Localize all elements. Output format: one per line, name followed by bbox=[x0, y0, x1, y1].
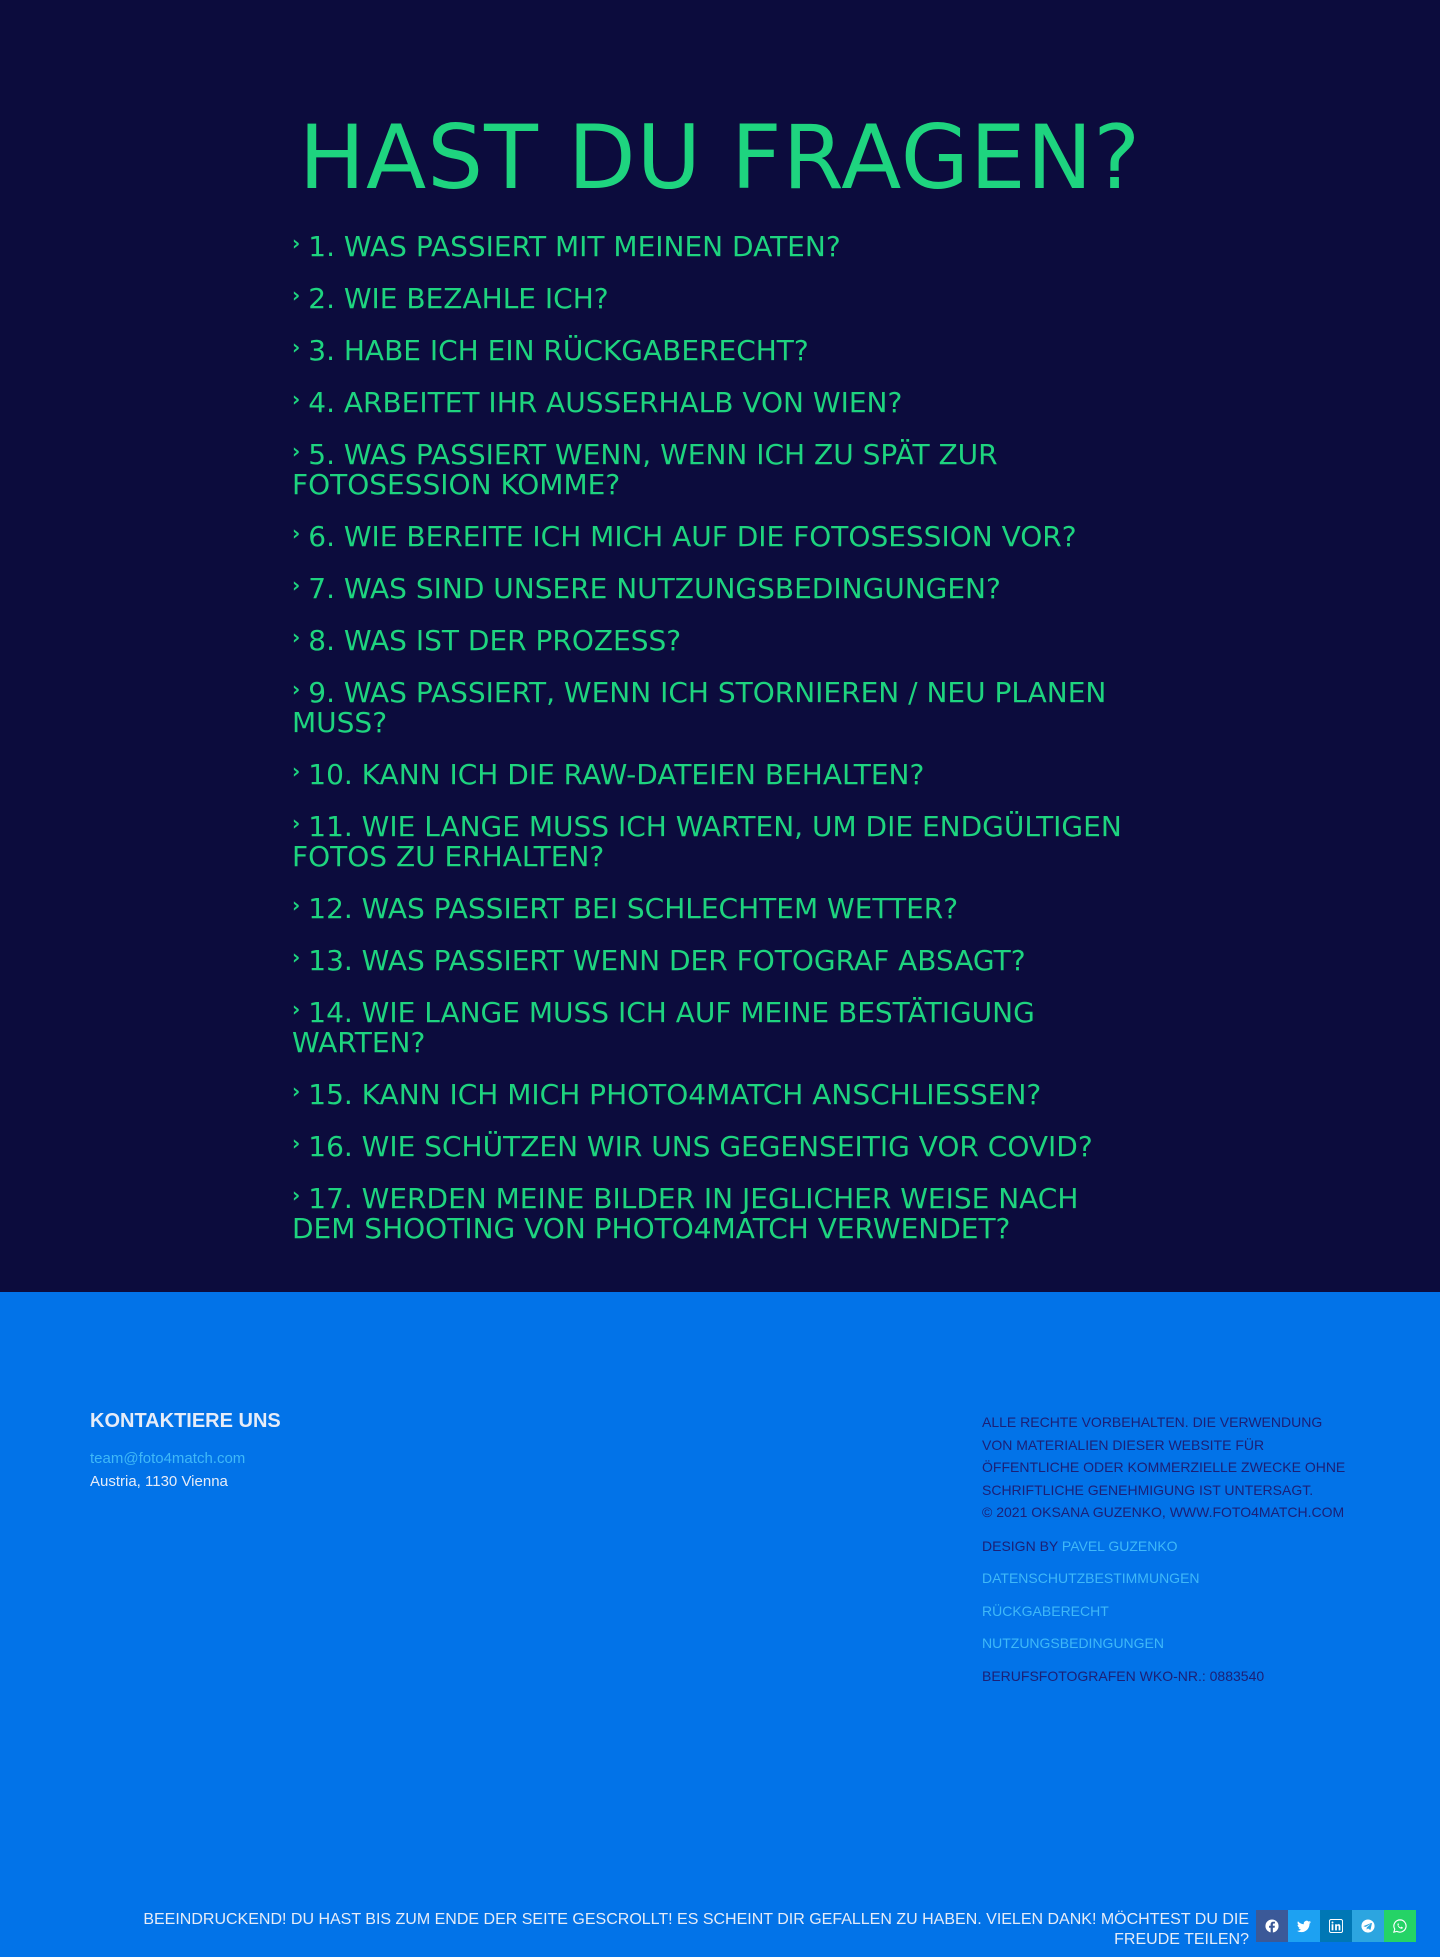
faq-question: 12. WAS PASSIERT BEI SCHLECHTEM WETTER? bbox=[308, 892, 959, 925]
faq-item-9[interactable] bbox=[292, 674, 1132, 738]
faq-question: 13. WAS PASSIERT WENN DER FOTOGRAF ABSAGT? bbox=[308, 944, 1026, 977]
contact-email-link[interactable]: team@foto4match.com bbox=[90, 1450, 246, 1467]
share-buttons bbox=[1256, 1910, 1416, 1942]
share-bar bbox=[0, 1910, 1440, 1950]
design-prefix: DESIGN BY bbox=[982, 1537, 1058, 1554]
faq-question: 17. WERDEN MEINE BILDER IN JEGLICHER WEISE NACH DEM SHOOTING VON PHOTO4MATCH VERWENDET? bbox=[292, 1182, 1079, 1245]
legal-block bbox=[982, 1411, 1352, 1687]
chevron-right-icon: › bbox=[292, 945, 301, 969]
faq-item-16[interactable] bbox=[292, 1128, 1132, 1162]
rights-notice: ALLE RECHTE VORBEHALTEN. DIE VERWENDUNG VON MATERIALIEN DIESER WEBSITE FÜR ÖFFENTLICHE ODER KOMMERZIELLE ZWECKE OHNE SCHRIFTLICHE GENEHMIGUNG IST UNTERSAGT. bbox=[982, 1414, 1346, 1498]
share-twitter-button[interactable] bbox=[1288, 1910, 1320, 1942]
faq-item-2[interactable] bbox=[292, 280, 1132, 314]
faq-question: 15. KANN ICH MICH PHOTO4MATCH ANSCHLIESSEN? bbox=[308, 1078, 1042, 1111]
faq-item-1[interactable] bbox=[292, 228, 1132, 262]
chevron-right-icon: › bbox=[292, 677, 301, 701]
return-policy-link[interactable]: RÜCKGABERECHT bbox=[982, 1602, 1109, 1619]
faq-item-3[interactable] bbox=[292, 332, 1132, 366]
faq-question: 8. WAS IST DER PROZESS? bbox=[308, 624, 682, 657]
contact-address: Austria, 1130 Vienna bbox=[90, 1473, 228, 1490]
copyright: © 2021 OKSANA GUZENKO, WWW.FOTO4MATCH.COM bbox=[982, 1504, 1345, 1520]
faq-item-10[interactable] bbox=[292, 756, 1132, 790]
chevron-right-icon: › bbox=[292, 759, 301, 783]
faq-question: 11. WIE LANGE MUSS ICH WARTEN, UM DIE ENDGÜLTIGEN FOTOS ZU ERHALTEN? bbox=[292, 810, 1122, 873]
faq-question: 4. ARBEITET IHR AUSSERHALB VON WIEN? bbox=[308, 386, 903, 419]
faq-question: 1. WAS PASSIERT MIT MEINEN DATEN? bbox=[308, 230, 841, 263]
privacy-link[interactable]: DATENSCHUTZBESTIMMUNGEN bbox=[982, 1570, 1200, 1586]
twitter-icon bbox=[1297, 1919, 1311, 1933]
chevron-right-icon: › bbox=[292, 283, 301, 307]
faq-title: HAST DU FRAGEN? bbox=[298, 106, 1142, 209]
designer-link[interactable]: PAVEL GUZENKO bbox=[1061, 1537, 1178, 1554]
faq-item-7[interactable] bbox=[292, 570, 1132, 604]
faq-question: 7. WAS SIND UNSERE NUTZUNGSBEDINGUNGEN? bbox=[308, 572, 1001, 605]
faq-item-14[interactable] bbox=[292, 994, 1132, 1058]
faq-question: 16. WIE SCHÜTZEN WIR UNS GEGENSEITIG VOR COVID? bbox=[308, 1130, 1093, 1163]
faq-question: 14. WIE LANGE MUSS ICH AUF MEINE BESTÄTIGUNG WARTEN? bbox=[292, 996, 1035, 1059]
contact-heading: KONTAKTIERE UNS bbox=[90, 1410, 281, 1432]
faq-item-4[interactable] bbox=[292, 384, 1132, 418]
facebook-icon bbox=[1265, 1919, 1279, 1933]
faq-item-12[interactable] bbox=[292, 890, 1132, 924]
chevron-right-icon: › bbox=[292, 335, 301, 359]
faq-question: 5. WAS PASSIERT WENN, WENN ICH ZU SPÄT ZUR FOTOSESSION KOMME? bbox=[292, 438, 998, 501]
chevron-right-icon: › bbox=[292, 387, 301, 411]
linkedin-icon bbox=[1329, 1919, 1343, 1933]
design-credit bbox=[982, 1535, 1352, 1558]
footer bbox=[0, 1292, 1440, 1957]
faq-item-15[interactable] bbox=[292, 1076, 1132, 1110]
faq-item-6[interactable] bbox=[292, 518, 1132, 552]
chevron-right-icon: › bbox=[292, 439, 301, 463]
faq-question: 6. WIE BEREITE ICH MICH AUF DIE FOTOSESSION VOR? bbox=[308, 520, 1077, 553]
chevron-right-icon: › bbox=[292, 573, 301, 597]
share-telegram-button[interactable] bbox=[1352, 1910, 1384, 1942]
wko-number: BERUFSFOTOGRAFEN WKO-NR.: 0883540 bbox=[982, 1667, 1265, 1684]
chevron-right-icon: › bbox=[292, 1183, 301, 1207]
whatsapp-icon bbox=[1393, 1919, 1407, 1933]
chevron-right-icon: › bbox=[292, 1131, 301, 1155]
chevron-right-icon: › bbox=[292, 625, 301, 649]
share-message: BEEINDRUCKEND! DU HAST BIS ZUM ENDE DER SEITE GESCROLLT! ES SCHEINT DIR GEFALLEN ZU HABEN. VIELEN DANK! MÖCHTEST DU DIE FREUDE TEILEN? bbox=[143, 1911, 1249, 1948]
faq-question: 2. WIE BEZAHLE ICH? bbox=[308, 282, 609, 315]
chevron-right-icon: › bbox=[292, 811, 301, 835]
faq-item-13[interactable] bbox=[292, 942, 1132, 976]
chevron-right-icon: › bbox=[292, 521, 301, 545]
faq-list bbox=[292, 228, 1132, 1262]
share-linkedin-button[interactable] bbox=[1320, 1910, 1352, 1942]
chevron-right-icon: › bbox=[292, 1079, 301, 1103]
telegram-icon bbox=[1361, 1919, 1375, 1933]
share-whatsapp-button[interactable] bbox=[1384, 1910, 1416, 1942]
terms-link[interactable]: NUTZUNGSBEDINGUNGEN bbox=[982, 1635, 1165, 1651]
chevron-right-icon: › bbox=[292, 231, 301, 255]
faq-item-8[interactable] bbox=[292, 622, 1132, 656]
faq-item-17[interactable] bbox=[292, 1180, 1132, 1244]
faq-item-11[interactable] bbox=[292, 808, 1132, 872]
faq-question: 10. KANN ICH DIE RAW-DATEIEN BEHALTEN? bbox=[308, 758, 925, 791]
faq-item-5[interactable] bbox=[292, 436, 1132, 500]
faq-question: 9. WAS PASSIERT, WENN ICH STORNIEREN / NEU PLANEN MUSS? bbox=[292, 676, 1107, 739]
faq-question: 3. HABE ICH EIN RÜCKGABERECHT? bbox=[308, 334, 809, 367]
share-facebook-button[interactable] bbox=[1256, 1910, 1288, 1942]
chevron-right-icon: › bbox=[292, 997, 301, 1021]
chevron-right-icon: › bbox=[292, 893, 301, 917]
